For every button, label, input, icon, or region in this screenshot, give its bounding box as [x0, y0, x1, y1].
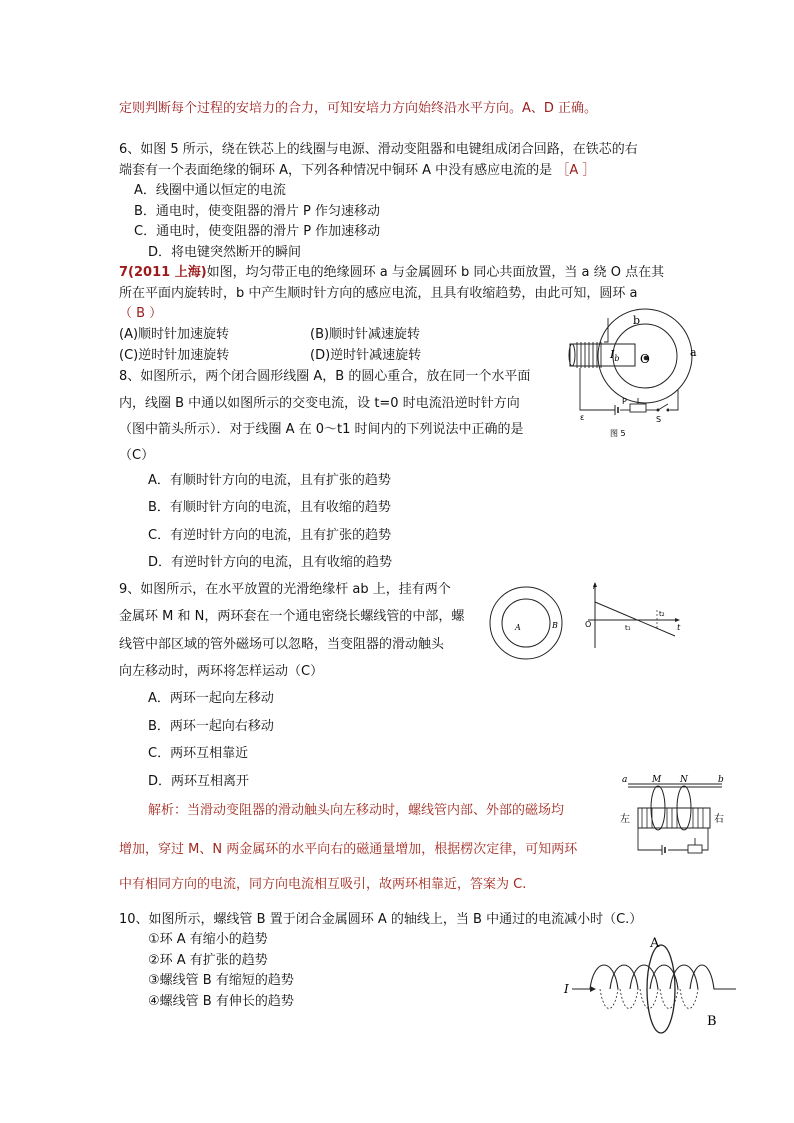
q8-option-c: C．有逆时针方向的电流，且有扩张的趋势	[148, 528, 392, 543]
q6-stem-line2	[119, 163, 595, 179]
current-ib-label: $I_b$	[610, 348, 620, 363]
q9-stem-text4: 向左移动时，两环将怎样运动	[119, 664, 289, 679]
q10-stem	[119, 912, 642, 928]
q6-option-a: A．线圈中通以恒定的电流	[134, 183, 286, 198]
ring-a-label: a	[690, 346, 697, 359]
q6-option-c: C．通电时，使变阻器的滑片 P 作加速移动	[134, 224, 381, 239]
emf-label: ε	[580, 413, 585, 422]
q9-option-b: B．两环一起向右移动	[148, 719, 274, 734]
q9-option-d: D．两环互相离开	[148, 774, 250, 789]
q9-analysis-line3: 中有相同方向的电流，同方向电流相互吸引，故两环相靠近，答案为 C.	[119, 877, 527, 892]
q10-option-2: ②环 A 有扩张的趋势	[148, 953, 268, 968]
q7-stem-line1	[119, 265, 664, 281]
current-i-label: I	[564, 982, 569, 996]
q7-number: 7	[119, 265, 129, 280]
ring-a-label: A	[650, 936, 660, 951]
q7-option-b: (B)顺时针减速旋转	[310, 327, 421, 342]
q7-stem-line2: 所在平面内旋转时，b 中产生顺时针方向的感应电流，且具有收缩趋势，由此可知，圆环 a	[119, 286, 638, 301]
graph-origin-label: O	[585, 620, 592, 629]
q9-answer: （C）	[288, 664, 324, 679]
q7-answer: （ B ）	[119, 306, 163, 321]
figure-5-caption: 图 5	[610, 429, 626, 438]
q10-option-3: ③螺线管 B 有缩短的趋势	[148, 973, 294, 988]
q10-stem-text: 10、如图所示，螺线管 B 置于闭合金属圆环 A 的轴线上，当 B 中通过的电流减小时	[119, 912, 604, 927]
q6-option-b: B．通电时，使变阻器的滑片 P 作匀速移动	[134, 204, 381, 219]
q9-stem-line1: 9、如图所示，在水平放置的光滑绝缘杆 ab 上，挂有两个	[119, 582, 451, 597]
q9-stem-line2: 金属环 M 和 N，两环套在一个通电密绕长螺线管的中部，螺	[119, 609, 465, 624]
graph-t-axis-label: t	[677, 623, 681, 632]
q7-stem-text1: 如图，均匀带正电的绝缘圆环 a 与金属圆环 b 同心共面放置，当 a 绕 O 点在其	[206, 265, 665, 280]
q8-stem-line1: 8、如图所示，两个闭合圆形线圈 A，B 的圆心重合，放在同一个水平面	[119, 369, 531, 384]
coils-ab-figure	[488, 580, 568, 670]
q7-option-a: (A)顺时针加速旋转	[119, 327, 230, 342]
q6-stem-text: 端套有一个表面绝缘的铜环 A，下列各种情况中铜环 A 中没有感应电流的是	[119, 163, 553, 178]
coil-b-label: B	[552, 621, 558, 630]
coil-rings-figure	[560, 308, 710, 438]
ring-b-label: b	[633, 314, 641, 327]
q10-option-4: ④螺线管 B 有伸长的趋势	[148, 994, 294, 1009]
top-note: 定则判断每个过程的安培力的合力，可知安培力方向始终沿水平方向。A、D 正确。	[119, 101, 598, 116]
right-label: 右	[714, 814, 724, 825]
q8-stem-line3: （图中箭头所示）．对于线圈 A 在 0～t1 时间内的下列说法中正确的是	[119, 422, 524, 437]
rod-end-a-label: a	[622, 775, 628, 785]
q8-option-b: B．有顺时针方向的电流，且有收缩的趋势	[148, 500, 391, 515]
slider-p-label: P	[622, 397, 627, 406]
q7-source: (2011 上海)	[128, 265, 207, 280]
switch-s-label: S	[656, 415, 662, 424]
q9-analysis-line2: 增加，穿过 M、N 两金属环的水平向右的磁通量增加，根据楞次定律，可知两环	[119, 842, 578, 857]
q10-option-1: ①环 A 有缩小的趋势	[148, 932, 268, 947]
solenoid-ring-figure	[560, 935, 740, 1035]
q8-stem-line2: 内，线圈 B 中通以如图所示的交变电流，设 t=0 时电流沿逆时针方向	[119, 396, 520, 411]
q6-option-d: D．将电键突然断开的瞬间	[148, 245, 302, 260]
q9-stem-line3: 线管中部区域的管外磁场可以忽略，当变阻器的滑动触头	[119, 637, 445, 652]
graph-i-label: i	[593, 582, 596, 591]
q9-stem-line4	[119, 664, 323, 680]
q9-analysis-line1: 解析：当滑动变阻器的滑动触头向左移动时，螺线管内部、外部的磁场均	[148, 803, 565, 818]
q10-answer: （C.）	[603, 912, 643, 927]
q9-option-a: A．两环一起向左移动	[148, 691, 274, 706]
q7-option-c: (C)逆时针加速旋转	[119, 348, 230, 363]
left-label: 左	[620, 814, 630, 825]
q9-option-c: C．两环互相靠近	[148, 746, 249, 761]
q8-option-a: A．有顺时针方向的电流，且有扩张的趋势	[148, 473, 391, 488]
coil-a-label: A	[515, 623, 521, 632]
ring-n-label: N	[680, 775, 688, 785]
q6-stem-line1: 6、如图 5 所示，绕在铁芯上的线圈与电源、滑动变阻器和电键组成闭合回路，在铁芯的右	[119, 142, 638, 157]
rod-solenoid-figure	[620, 772, 730, 864]
rod-end-b-label: b	[718, 775, 724, 785]
q8-option-d: D．有逆时针方向的电流，且有收缩的趋势	[148, 555, 393, 570]
graph-t1-label: t₁	[625, 624, 631, 632]
graph-t2-label: t₂	[659, 610, 665, 618]
current-time-graph	[585, 580, 690, 650]
q7-option-d: (D)逆时针减速旋转	[310, 348, 422, 363]
center-o-label: O	[640, 352, 650, 366]
solenoid-b-label: B	[707, 1014, 717, 1029]
q8-answer: （C）	[119, 448, 155, 463]
q6-answer: ［A ］	[556, 163, 596, 178]
ring-m-label: M	[652, 775, 662, 785]
